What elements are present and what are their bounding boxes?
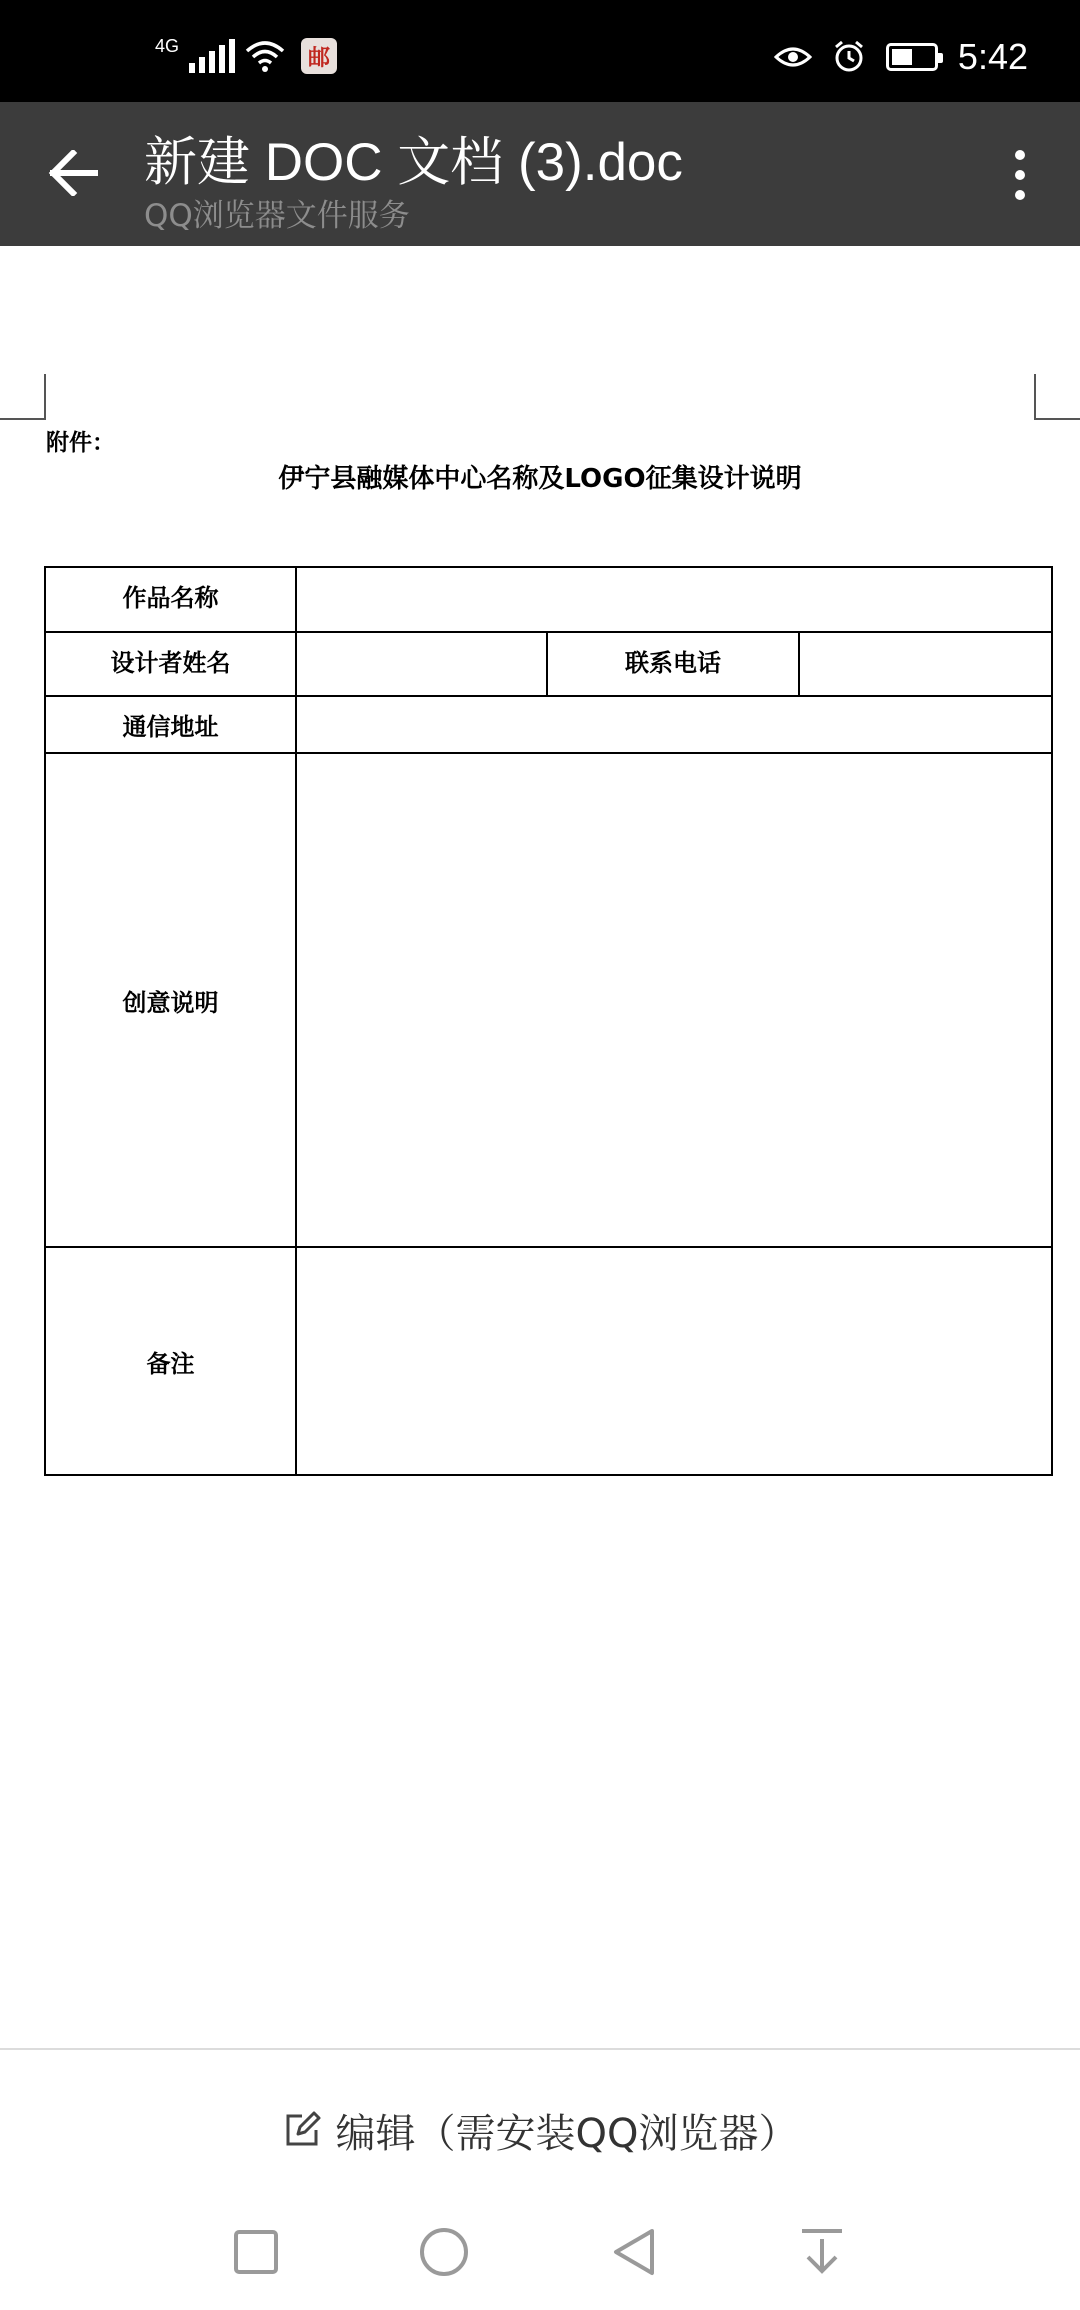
- battery-fill: [892, 49, 912, 65]
- recents-button[interactable]: [226, 2222, 286, 2282]
- edit-icon: [282, 2110, 322, 2150]
- home-button[interactable]: [414, 2222, 474, 2282]
- square-icon: [233, 2229, 279, 2275]
- table-row: [45, 632, 1052, 696]
- address-label: 通信地址: [45, 696, 296, 753]
- crop-mark-right: [1034, 374, 1080, 420]
- crop-mark-left: [0, 374, 46, 420]
- signal-icon: [189, 39, 235, 73]
- work-name-cell: [296, 567, 1052, 632]
- edit-button[interactable]: [0, 2090, 1080, 2170]
- submission-form-table: [44, 566, 1053, 1476]
- eye-icon: [774, 43, 812, 71]
- table-row: [45, 1247, 1052, 1475]
- status-right: [774, 36, 1028, 78]
- network-type: 4G: [155, 35, 180, 56]
- more-options-button[interactable]: [990, 142, 1050, 208]
- contact-phone-cell: [799, 632, 1052, 696]
- designer-name-cell: [296, 632, 547, 696]
- edit-label: 编辑（需安装QQ浏览器）: [335, 2110, 799, 2157]
- pull-down-icon: [798, 2227, 846, 2277]
- status-time: 5:42: [957, 36, 1028, 77]
- creative-desc-cell: [296, 753, 1052, 1247]
- table-row: [45, 696, 1052, 753]
- wifi-icon: [245, 39, 285, 73]
- bottom-bar: [0, 2048, 1080, 2310]
- triangle-back-icon: [610, 2227, 658, 2277]
- battery-icon: [886, 43, 938, 71]
- circle-icon: [418, 2226, 470, 2278]
- attachment-label: 附件：: [46, 430, 115, 456]
- mail-badge-icon: 邮: [301, 38, 337, 74]
- notification-pulldown-button[interactable]: [792, 2222, 852, 2282]
- creative-desc-label: 创意说明: [45, 753, 296, 1247]
- alarm-icon: [832, 40, 866, 74]
- status-bar: [0, 0, 1080, 102]
- contact-phone-label: 联系电话: [547, 632, 799, 696]
- document-heading: 伊宁县融媒体中心名称及LOGO征集设计说明: [278, 464, 802, 494]
- remarks-label: 备注: [45, 1247, 296, 1475]
- table-row: [45, 753, 1052, 1247]
- back-nav-button[interactable]: [604, 2222, 664, 2282]
- back-button[interactable]: [40, 140, 106, 206]
- document-source: QQ浏览器文件服务: [144, 198, 410, 234]
- table-row: [45, 567, 1052, 632]
- document-title: 新建 DOC 文档 (3).doc: [144, 133, 683, 192]
- remarks-cell: [296, 1247, 1052, 1475]
- document-viewer[interactable]: [0, 246, 1080, 2048]
- app-bar: [0, 102, 1080, 246]
- designer-name-label: 设计者姓名: [45, 632, 296, 696]
- status-left: [155, 35, 337, 74]
- more-vertical-icon: [1014, 149, 1026, 201]
- address-cell: [296, 696, 1052, 753]
- system-nav-bar: [0, 2200, 1080, 2310]
- arrow-left-icon: [47, 150, 99, 196]
- work-name-label: 作品名称: [45, 567, 296, 632]
